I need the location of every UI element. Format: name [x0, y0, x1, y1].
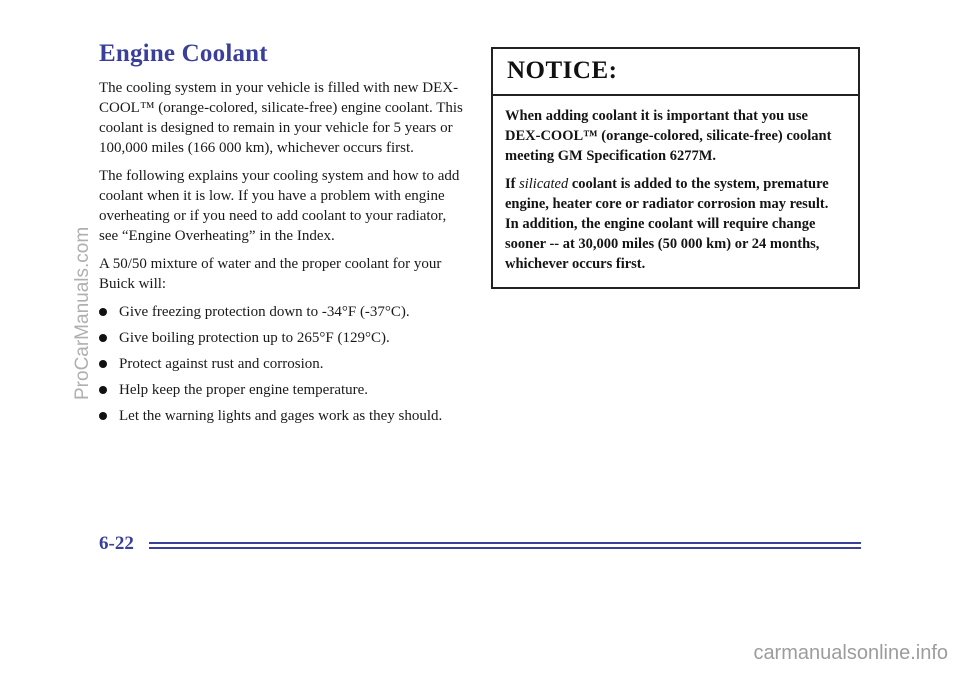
- list-item: [99, 406, 469, 426]
- page-footer: [99, 533, 861, 557]
- bottom-watermark: carmanualsonline.info: [753, 642, 948, 664]
- list-item-text: Give freezing protection down to -34°F (-37°C).: [119, 304, 410, 320]
- coolant-section: [99, 40, 469, 432]
- footer-rule: [149, 542, 861, 544]
- footer-rule: [149, 547, 861, 549]
- notice-body: [493, 96, 858, 274]
- notice-text: If: [505, 176, 520, 192]
- list-item-text: Give boiling protection up to 265°F (129°C).: [119, 330, 390, 346]
- list-item: [99, 380, 469, 400]
- list-item: [99, 328, 469, 348]
- list-item: [99, 302, 469, 322]
- list-item: [99, 354, 469, 374]
- list-item-text: Protect against rust and corrosion.: [119, 356, 324, 372]
- notice-box: [491, 47, 860, 289]
- bullet-icon: [99, 360, 107, 368]
- notice-paragraph: When adding coolant it is important that you use DEX-COOL™ (orange-colored, silicate-free) coolant meeting GM Specification 6277M.: [505, 108, 832, 164]
- bullet-icon: [99, 308, 107, 316]
- bullet-icon: [99, 412, 107, 420]
- benefits-list: [99, 302, 469, 426]
- explanation-paragraph: The following explains your cooling system and how to add coolant when it is low. If you have a problem with engine overheating or if you need to add coolant to your radiator, see “Engine Overheating” in the Index.: [99, 168, 460, 244]
- list-item-text: Help keep the proper engine temperature.: [119, 382, 369, 398]
- intro-paragraph: The cooling system in your vehicle is filled with new DEX-COOL™ (orange-colored, silicate-free) engine coolant. This coolant is designed to remain in your vehicle for 5 years or 100,000 miles (166 000 km), whichever occurs first.: [99, 80, 463, 156]
- notice-text: coolant is added to the system, premature engine, heater core or radiator corrosion may result. In addition, the engine coolant will require change sooner -- at 30,000 miles (50 000 km) or 24 months, whichever occurs first.: [505, 176, 829, 272]
- bullet-icon: [99, 334, 107, 342]
- notice-paragraph-silicated: [505, 174, 844, 274]
- bullet-icon: [99, 386, 107, 394]
- notice-emphasis: silicated: [519, 176, 569, 192]
- side-watermark: ProCarManuals.com: [72, 226, 93, 400]
- page-number: 6-22: [99, 533, 134, 554]
- list-item-text: Let the warning lights and gages work as they should.: [119, 408, 443, 424]
- mixture-paragraph: A 50/50 mixture of water and the proper coolant for your Buick will:: [99, 256, 442, 292]
- notice-title: NOTICE:: [493, 49, 858, 96]
- section-title: Engine Coolant: [99, 40, 268, 67]
